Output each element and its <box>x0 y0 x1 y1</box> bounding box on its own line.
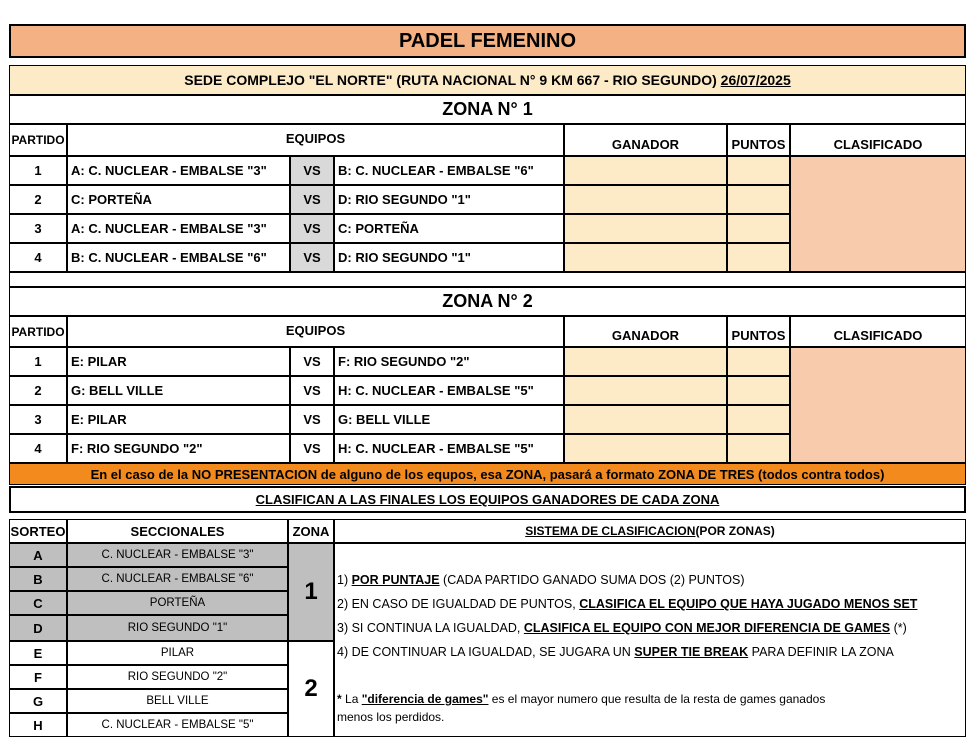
zona1-header-partido: PARTIDO <box>9 124 67 156</box>
note <box>337 692 825 706</box>
zona1-team-b: D: RIO SEGUNDO "1" <box>334 243 564 272</box>
zona2-team-b: G: BELL VILLE <box>334 405 564 434</box>
note-text: es el mayor numero que resulta de la resta de games ganados <box>488 692 826 706</box>
sorteo-letter: F <box>9 665 67 689</box>
seccional-name: C. NUCLEAR - EMBALSE "3" <box>67 543 288 567</box>
zona1-match-num: 1 <box>9 156 67 185</box>
rule-1-text: (CADA PARTIDO GANADO SUMA DOS (2) PUNTOS) <box>439 573 745 587</box>
zona1-title: ZONA N° 1 <box>9 95 966 124</box>
sorteo-letter: E <box>9 641 67 665</box>
rule-4 <box>337 645 894 659</box>
zona1-team-b: D: RIO SEGUNDO "1" <box>334 185 564 214</box>
note-prefix: La <box>345 692 362 706</box>
sorteo-letter: C <box>9 591 67 615</box>
zona1-match-num: 4 <box>9 243 67 272</box>
zona2-match-num: 4 <box>9 434 67 463</box>
zona-header: ZONA <box>288 519 334 543</box>
clasifican-banner: CLASIFICAN A LAS FINALES LOS EQUIPOS GANADORES DE CADA ZONA <box>9 486 966 513</box>
zona2-team-a: G: BELL VILLE <box>67 376 290 405</box>
zona2-match-num: 1 <box>9 347 67 376</box>
seccional-name: RIO SEGUNDO "1" <box>67 615 288 641</box>
zona2-vs: VS <box>290 405 334 434</box>
sede-text: SEDE COMPLEJO "EL NORTE" (RUTA NACIONAL N° 9 KM 667 - RIO SEGUNDO) <box>184 72 717 88</box>
zona2-team-b: H: C. NUCLEAR - EMBALSE "5" <box>334 376 564 405</box>
seccional-name: BELL VILLE <box>67 689 288 713</box>
zona2-ganador-cell[interactable] <box>564 434 727 463</box>
page-title: PADEL FEMENINO <box>9 24 966 58</box>
zona1-vs: VS <box>290 185 334 214</box>
zona2-team-a: F: RIO SEGUNDO "2" <box>67 434 290 463</box>
zona1-vs: VS <box>290 156 334 185</box>
zona1-team-b: B: C. NUCLEAR - EMBALSE "6" <box>334 156 564 185</box>
sistema-title-suffix: (POR ZONAS) <box>695 524 775 538</box>
zona2-puntos-cell[interactable] <box>727 434 790 463</box>
note-line2: menos los perdidos. <box>337 710 445 724</box>
zona1-header-clasificado: CLASIFICADO <box>790 124 966 156</box>
rule-3-bold: CLASIFICA EL EQUIPO CON MEJOR DIFERENCIA DE GAMES <box>523 621 891 635</box>
zona2-clasificado-cell[interactable] <box>790 347 966 463</box>
rule-4-bold: SUPER TIE BREAK <box>634 645 749 659</box>
zona1-vs: VS <box>290 243 334 272</box>
zona1-puntos-cell[interactable] <box>727 243 790 272</box>
sorteo-letter: B <box>9 567 67 591</box>
seccional-name: PORTEÑA <box>67 591 288 615</box>
zona1-puntos-cell[interactable] <box>727 185 790 214</box>
zona1-match-num: 2 <box>9 185 67 214</box>
rule-3 <box>337 621 907 635</box>
zona2-puntos-cell[interactable] <box>727 405 790 434</box>
zona1-header-puntos: PUNTOS <box>727 124 790 156</box>
seccional-name: PILAR <box>67 641 288 665</box>
seccional-name: RIO SEGUNDO "2" <box>67 665 288 689</box>
rule-1-bold: POR PUNTAJE <box>351 573 440 587</box>
sorteo-letter: A <box>9 543 67 567</box>
rule-3-prefix: 3) SI CONTINUA LA IGUALDAD, <box>337 621 524 635</box>
sorteo-letter: G <box>9 689 67 713</box>
zona2-number: 2 <box>288 641 334 737</box>
seccionales-header: SECCIONALES <box>67 519 288 543</box>
zona2-team-b: H: C. NUCLEAR - EMBALSE "5" <box>334 434 564 463</box>
zona1-number: 1 <box>288 543 334 641</box>
rule-2-bold: CLASIFICA EL EQUIPO QUE HAYA JUGADO MENOS SET <box>579 597 918 611</box>
zona1-team-a: B: C. NUCLEAR - EMBALSE "6" <box>67 243 290 272</box>
zona-spacer <box>9 272 966 287</box>
sistema-title: SISTEMA DE CLASIFICACION <box>525 524 696 538</box>
zona2-header-clasificado: CLASIFICADO <box>790 316 966 347</box>
zona1-puntos-cell[interactable] <box>727 156 790 185</box>
zona2-header-equipos: EQUIPOS <box>67 316 564 347</box>
zona2-header-puntos: PUNTOS <box>727 316 790 347</box>
zona1-team-a: A: C. NUCLEAR - EMBALSE "3" <box>67 214 290 243</box>
zona1-match-num: 3 <box>9 214 67 243</box>
zona2-vs: VS <box>290 347 334 376</box>
rule-4-prefix: 4) DE CONTINUAR LA IGUALDAD, SE JUGARA UN <box>337 645 635 659</box>
zona1-team-b: C: PORTEÑA <box>334 214 564 243</box>
zona2-vs: VS <box>290 434 334 463</box>
zona2-team-a: E: PILAR <box>67 347 290 376</box>
sorteo-header: SORTEO <box>9 519 67 543</box>
rule-2-prefix: 2) EN CASO DE IGUALDAD DE PUNTOS, <box>337 597 580 611</box>
rule-1 <box>337 573 745 587</box>
sede-line <box>9 65 966 95</box>
zona2-header-ganador: GANADOR <box>564 316 727 347</box>
seccional-name: C. NUCLEAR - EMBALSE "6" <box>67 567 288 591</box>
zona1-clasificado-cell[interactable] <box>790 156 966 272</box>
note-star: * <box>337 692 346 706</box>
sede-date: 26/07/2025 <box>720 72 791 88</box>
zona2-team-a: E: PILAR <box>67 405 290 434</box>
rule-3-suffix: (*) <box>890 621 907 635</box>
zona2-header-partido: PARTIDO <box>9 316 67 347</box>
zona2-title: ZONA N° 2 <box>9 287 966 316</box>
rule-2 <box>337 597 917 611</box>
zona2-ganador-cell[interactable] <box>564 376 727 405</box>
zona1-header-ganador: GANADOR <box>564 124 727 156</box>
rule-1-prefix: 1) <box>337 573 352 587</box>
zona2-ganador-cell[interactable] <box>564 347 727 376</box>
zona1-puntos-cell[interactable] <box>727 214 790 243</box>
sorteo-letter: D <box>9 615 67 641</box>
zona2-ganador-cell[interactable] <box>564 405 727 434</box>
zona1-ganador-cell[interactable] <box>564 185 727 214</box>
zona2-puntos-cell[interactable] <box>727 347 790 376</box>
sorteo-letter: H <box>9 713 67 737</box>
sistema-header <box>334 519 966 543</box>
zona2-team-b: F: RIO SEGUNDO "2" <box>334 347 564 376</box>
zona2-match-num: 2 <box>9 376 67 405</box>
notice-bar: En el caso de la NO PRESENTACION de alguno de los equpos, esa ZONA, pasará a formato ZONA DE TRES (todos contra todos) <box>9 463 966 485</box>
zona1-ganador-cell[interactable] <box>564 214 727 243</box>
seccional-name: C. NUCLEAR - EMBALSE "5" <box>67 713 288 737</box>
zona2-puntos-cell[interactable] <box>727 376 790 405</box>
zona1-header-equipos: EQUIPOS <box>67 124 564 156</box>
zona1-ganador-cell[interactable] <box>564 243 727 272</box>
zona2-vs: VS <box>290 376 334 405</box>
zona1-vs: VS <box>290 214 334 243</box>
zona1-team-a: C: PORTEÑA <box>67 185 290 214</box>
zona1-team-a: A: C. NUCLEAR - EMBALSE "3" <box>67 156 290 185</box>
rule-4-suffix: PARA DEFINIR LA ZONA <box>748 645 894 659</box>
zona1-ganador-cell[interactable] <box>564 156 727 185</box>
note-bold: "diferencia de games" <box>361 692 489 706</box>
zona2-match-num: 3 <box>9 405 67 434</box>
